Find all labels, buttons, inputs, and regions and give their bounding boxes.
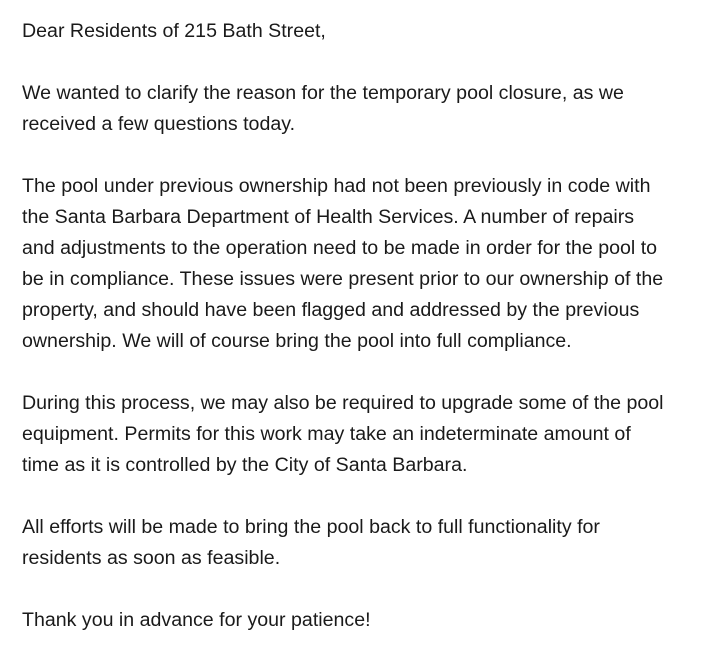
letter-closing: Thank you in advance for your patience! <box>22 609 371 631</box>
paragraph-spacer <box>22 47 710 78</box>
paragraph-spacer <box>22 357 710 388</box>
paragraph-efforts: All efforts will be made to bring the pool back to full functionality for residents as soon as feasible. <box>22 516 600 569</box>
letter-greeting: Dear Residents of 215 Bath Street, <box>22 20 326 42</box>
paragraph-spacer <box>22 481 710 512</box>
paragraph-clarification: We wanted to clarify the reason for the temporary pool closure, as we received a few questions today. <box>22 82 624 135</box>
paragraph-compliance: The pool under previous ownership had not been previously in code with the Santa Barbara Department of Health Services. A number of repairs and adjustments to the operation need to be made in order for the pool to be in compliance. These issues were present prior to our ownership of the property, and should have been flagged and addressed by the previous ownership. We will of course bring the pool into full compliance. <box>22 175 664 352</box>
paragraph-permits: During this process, we may also be required to upgrade some of the pool equipment. Permits for this work may take an indeterminate amount of time as it is controlled by the City of Santa Barbara. <box>22 392 664 476</box>
paragraph-spacer <box>22 574 710 605</box>
paragraph-spacer <box>22 140 710 171</box>
